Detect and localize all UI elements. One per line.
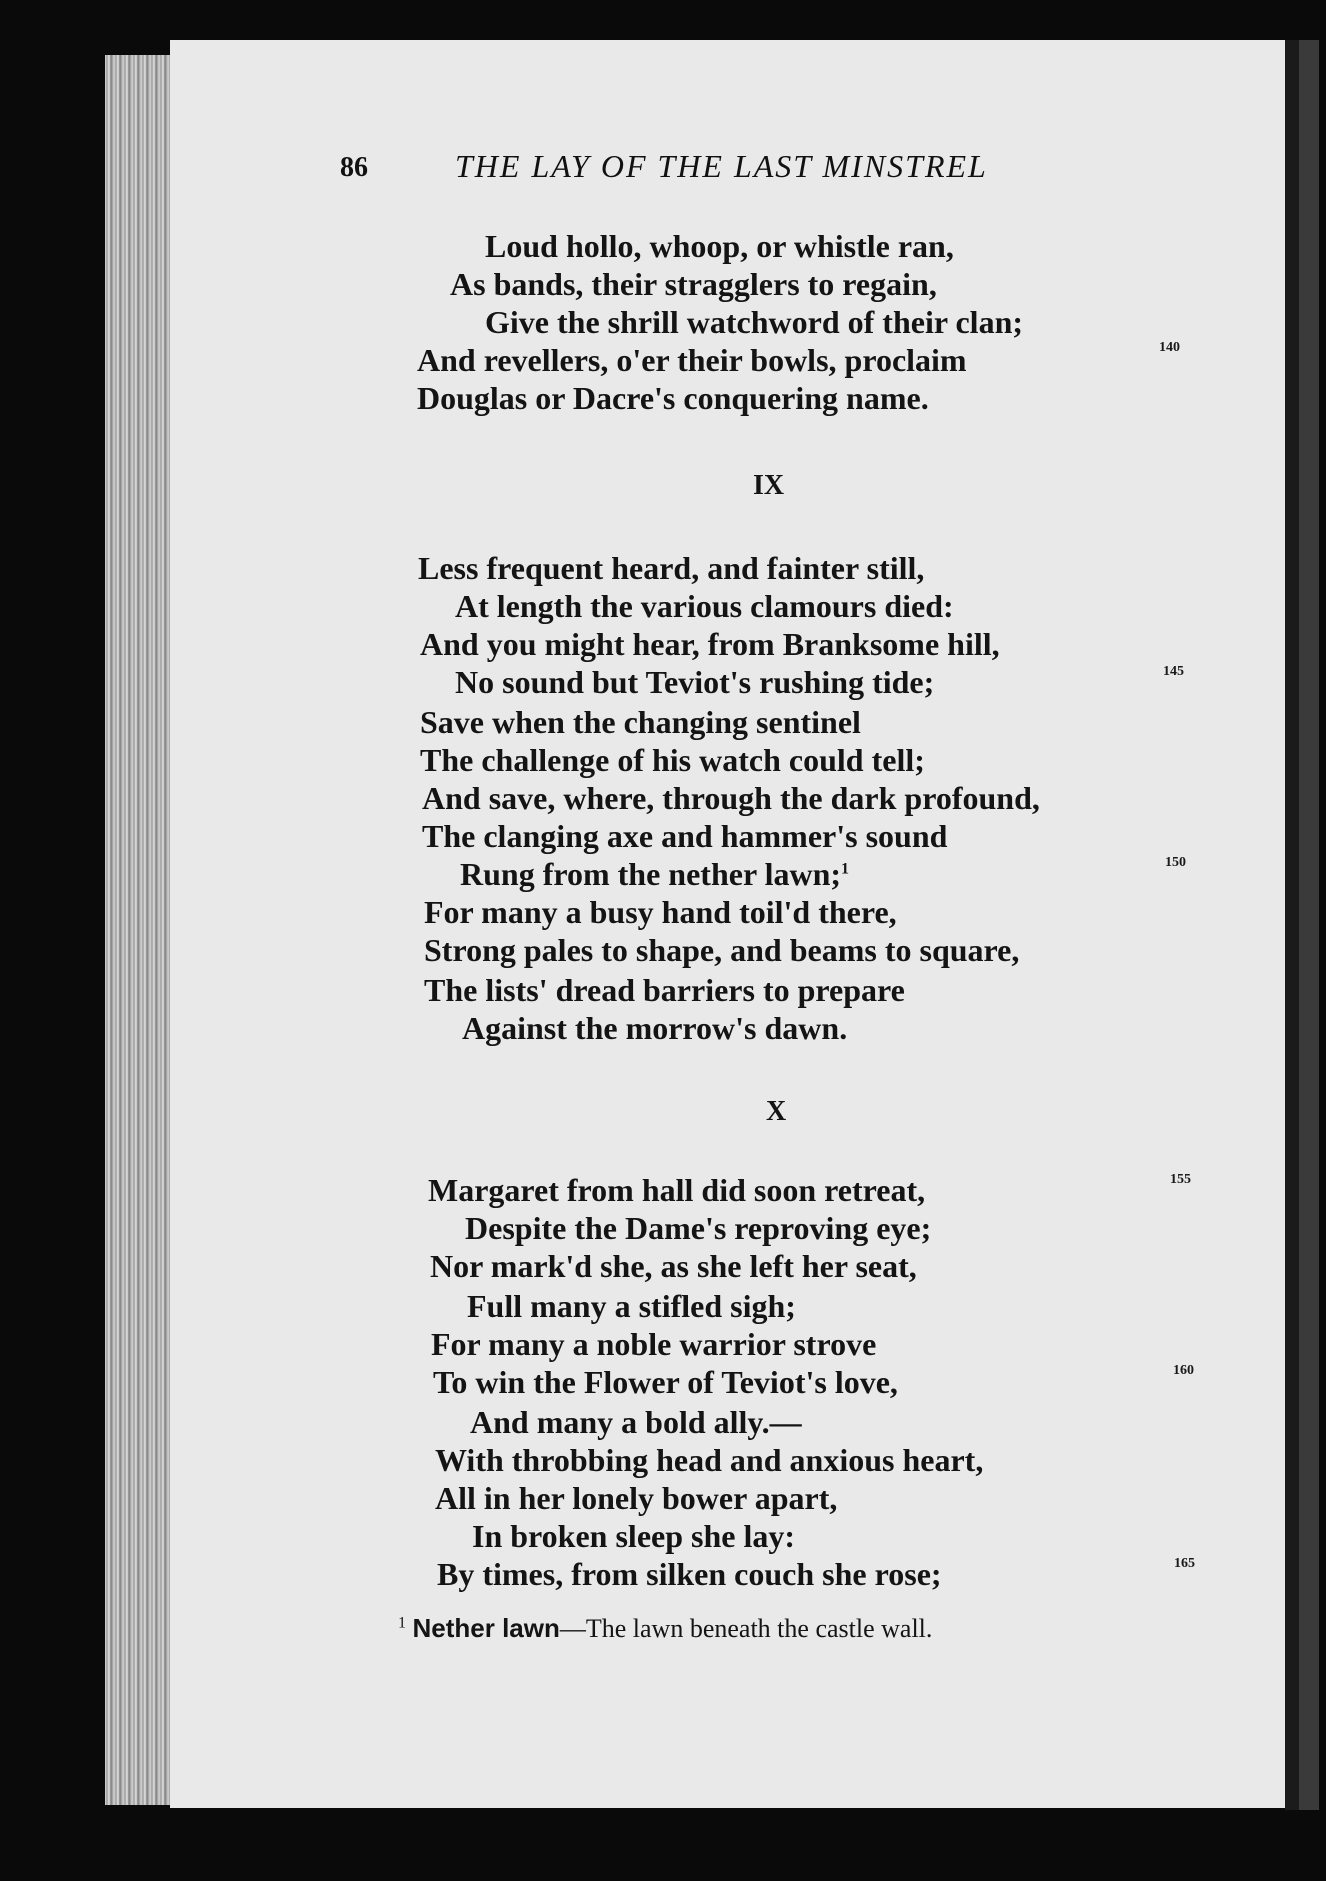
verse-line: The clanging axe and hammer's sound [422, 818, 948, 854]
verse-line: Margaret from hall did soon retreat, [428, 1172, 926, 1208]
verse-line: Against the morrow's dawn. [462, 1010, 848, 1046]
line-number: 160 [1173, 1363, 1194, 1378]
verse-line: Full many a stifled sigh; [467, 1288, 796, 1324]
footnote-marker: 1 [398, 1614, 406, 1632]
verse-line: And many a bold ally.— [470, 1404, 802, 1440]
line-number: 145 [1163, 664, 1184, 679]
right-strip [1299, 40, 1319, 1810]
line-number: 155 [1170, 1172, 1191, 1187]
verse-line: And save, where, through the dark profound, [422, 780, 1040, 816]
verse-line: Despite the Dame's reproving eye; [465, 1210, 932, 1246]
running-title: THE LAY OF THE LAST MINSTREL [455, 148, 988, 184]
verse-line: No sound but Teviot's rushing tide; [455, 664, 935, 700]
verse-line: Loud hollo, whoop, or whistle ran, [485, 228, 954, 264]
stanza-number-ix: IX [753, 470, 785, 501]
verse-line: Less frequent heard, and fainter still, [418, 550, 925, 586]
line-number: 165 [1174, 1556, 1195, 1571]
verse-line: And revellers, o'er their bowls, proclaim [417, 342, 967, 378]
verse-line: Strong pales to shape, and beams to square, [424, 932, 1020, 968]
verse-line: Give the shrill watchword of their clan; [485, 304, 1024, 340]
verse-line: With throbbing head and anxious heart, [435, 1442, 984, 1478]
verse-line: Douglas or Dacre's conquering name. [417, 380, 929, 416]
verse-line: In broken sleep she lay: [472, 1518, 796, 1554]
verse-line: All in her lonely bower apart, [435, 1480, 838, 1516]
verse-line: For many a busy hand toil'd there, [424, 894, 897, 930]
verse-line: At length the various clamours died: [455, 588, 954, 624]
verse-line: For many a noble warrior strove [431, 1326, 877, 1362]
page-header [340, 148, 1120, 194]
stanza-number-x: X [766, 1096, 787, 1127]
verse-line: Nor mark'd she, as she left her seat, [430, 1248, 917, 1284]
verse-text: Rung from the nether lawn; [460, 856, 842, 892]
line-number: 150 [1165, 855, 1186, 870]
verse-line [460, 858, 849, 890]
verse-line: The lists' dread barriers to prepare [424, 972, 905, 1008]
verse-line: By times, from silken couch she rose; [437, 1556, 942, 1592]
footnote-text: —The lawn beneath the castle wall. [559, 1614, 933, 1643]
footnote [398, 1613, 932, 1644]
footnote-term: Nether lawn [412, 1613, 560, 1643]
verse-line: The challenge of his watch could tell; [420, 742, 925, 778]
page-number: 86 [340, 152, 368, 183]
footnote-marker: 1 [841, 860, 850, 878]
right-binding [1285, 40, 1299, 1810]
line-number: 140 [1159, 340, 1180, 355]
verse-line: As bands, their stragglers to regain, [450, 266, 937, 302]
verse-line: Save when the changing sentinel [420, 704, 861, 740]
verse-line: To win the Flower of Teviot's love, [433, 1364, 898, 1400]
verse-line: And you might hear, from Branksome hill, [420, 626, 1000, 662]
